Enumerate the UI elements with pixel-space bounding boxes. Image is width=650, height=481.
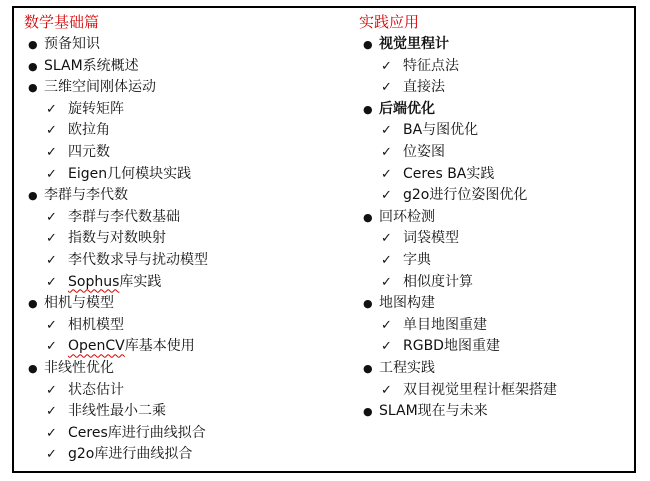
outline-item-text [68, 338, 195, 354]
outline-item-text: 位姿图 [403, 143, 445, 160]
math-foundations-list [24, 34, 344, 466]
math-foundations-column [24, 12, 344, 466]
outline-item-text: 旋转矩阵 [68, 100, 124, 117]
practical-applications-column [359, 12, 629, 423]
check-icon: ✓ [381, 188, 392, 204]
bullet-icon: ● [363, 297, 373, 311]
outline-subtopic [359, 142, 629, 164]
check-icon: ✓ [46, 404, 57, 420]
check-icon: ✓ [46, 425, 57, 441]
bullet-icon: ● [28, 297, 38, 311]
outline-item-text: 状态估计 [68, 381, 124, 398]
outline-topic [359, 207, 629, 229]
check-icon: ✓ [381, 231, 392, 247]
check-icon: ✓ [46, 101, 57, 117]
check-icon: ✓ [46, 209, 57, 225]
outline-subtopic [359, 164, 629, 186]
outline-subtopic [24, 444, 344, 466]
check-icon: ✓ [46, 447, 57, 463]
outline-item-text: 指数与对数映射 [68, 230, 166, 247]
outline-item-text: SLAM现在与未来 [379, 403, 488, 420]
outline-subtopic [24, 336, 344, 358]
outline-subtopic [24, 207, 344, 229]
outline-item-text: 工程实践 [379, 359, 435, 376]
outline-item-text: 欧拉角 [68, 122, 110, 139]
outline-topic [359, 99, 629, 121]
outline-item-text: 相机与模型 [44, 295, 114, 312]
bullet-icon: ● [363, 210, 373, 224]
outline-topic [359, 34, 629, 56]
outline-subtopic [24, 99, 344, 121]
outline-item-text: Ceres BA实践 [403, 165, 495, 182]
outline-subtopic [24, 380, 344, 402]
outline-item-text: 后端优化 [379, 100, 435, 117]
check-icon: ✓ [46, 166, 57, 182]
practical-applications-list [359, 34, 629, 423]
outline-item-suffix: 库实践 [119, 273, 162, 290]
outline-item-text: SLAM系统概述 [44, 57, 139, 74]
check-icon: ✓ [46, 382, 57, 398]
check-icon: ✓ [381, 144, 392, 160]
outline-item-text: 李代数求导与扰动模型 [68, 251, 208, 268]
outline-subtopic [24, 250, 344, 272]
outline-topic [24, 34, 344, 56]
bullet-icon: ● [363, 102, 373, 116]
outline-topic [24, 185, 344, 207]
outline-item-text: 非线性优化 [44, 359, 114, 376]
outline-item-text: 词袋模型 [403, 230, 459, 247]
outline-subtopic [359, 272, 629, 294]
check-icon: ✓ [381, 80, 392, 96]
bullet-icon: ● [363, 405, 373, 419]
check-icon: ✓ [46, 274, 57, 290]
check-icon: ✓ [381, 274, 392, 290]
check-icon: ✓ [46, 123, 57, 139]
outline-subtopic [24, 228, 344, 250]
outline-subtopic [24, 315, 344, 337]
outline-subtopic [359, 77, 629, 99]
outline-item-text: 直接法 [403, 79, 445, 96]
outline-subtopic [24, 120, 344, 142]
outline-subtopic [359, 228, 629, 250]
outline-subtopic [359, 56, 629, 78]
outline-subtopic [24, 401, 344, 423]
check-icon: ✓ [46, 144, 57, 160]
check-icon: ✓ [381, 58, 392, 74]
outline-topic [24, 77, 344, 99]
check-icon: ✓ [381, 166, 392, 182]
bullet-icon: ● [28, 81, 38, 95]
check-icon: ✓ [381, 317, 392, 333]
outline-subtopic [359, 185, 629, 207]
outline-item-text: 字典 [403, 251, 431, 268]
outline-item-text: Ceres库进行曲线拟合 [68, 424, 206, 441]
check-icon: ✓ [381, 252, 392, 268]
outline-frame [12, 6, 636, 473]
outline-item-text: 三维空间刚体运动 [44, 79, 156, 96]
outline-item-text: 李群与李代数基础 [68, 208, 180, 225]
outline-item-text: 预备知识 [44, 36, 100, 52]
outline-topic [24, 56, 344, 78]
outline-item-text: 相机模型 [68, 316, 124, 333]
outline-item-text: RGBD地图重建 [403, 338, 500, 355]
outline-subtopic [359, 250, 629, 272]
check-icon: ✓ [46, 252, 57, 268]
check-icon: ✓ [46, 231, 57, 247]
practical-applications-heading: 实践应用 [359, 13, 420, 31]
math-foundations-heading: 数学基础篇 [24, 13, 100, 31]
check-icon: ✓ [381, 123, 392, 139]
outline-subtopic [24, 423, 344, 445]
check-icon: ✓ [381, 339, 392, 355]
outline-topic [359, 358, 629, 380]
outline-item-text: 视觉里程计 [379, 36, 449, 52]
outline-topic [24, 293, 344, 315]
outline-subtopic [359, 120, 629, 142]
outline-subtopic [359, 315, 629, 337]
outline-subtopic [24, 164, 344, 186]
outline-topic [24, 358, 344, 380]
outline-item-text: BA与图优化 [403, 122, 479, 139]
outline-item-text: 地图构建 [379, 295, 435, 312]
check-icon: ✓ [46, 317, 57, 333]
bullet-icon: ● [28, 361, 38, 375]
outline-subtopic [359, 336, 629, 358]
outline-item-text: 单目地图重建 [403, 316, 487, 333]
outline-item-text: 李群与李代数 [44, 187, 128, 204]
spellcheck-underlined-word: Sophus [68, 273, 120, 290]
bullet-icon: ● [28, 59, 38, 73]
bullet-icon: ● [28, 189, 38, 203]
spellcheck-underlined-word: OpenCV [68, 338, 125, 355]
outline-item-text: 双目视觉里程计框架搭建 [403, 381, 557, 398]
outline-topic [359, 293, 629, 315]
outline-item-suffix: 库基本使用 [124, 338, 195, 355]
outline-item-text: g2o进行位姿图优化 [403, 187, 528, 204]
check-icon: ✓ [46, 339, 57, 355]
outline-item-text: 相似度计算 [403, 273, 473, 290]
outline-subtopic [24, 142, 344, 164]
outline-item-text [68, 274, 161, 290]
bullet-icon: ● [28, 38, 38, 51]
outline-item-text: 非线性最小二乘 [68, 403, 166, 420]
outline-item-text: 四元数 [68, 143, 110, 160]
outline-item-text: 回环检测 [379, 208, 435, 225]
outline-topic [359, 401, 629, 423]
outline-subtopic [24, 272, 344, 294]
check-icon: ✓ [381, 382, 392, 398]
outline-item-text: Eigen几何模块实践 [68, 165, 192, 182]
outline-item-text: 特征点法 [403, 57, 459, 74]
outline-subtopic [359, 380, 629, 402]
bullet-icon: ● [363, 361, 373, 375]
bullet-icon: ● [363, 38, 373, 51]
outline-item-text: g2o库进行曲线拟合 [68, 446, 193, 463]
